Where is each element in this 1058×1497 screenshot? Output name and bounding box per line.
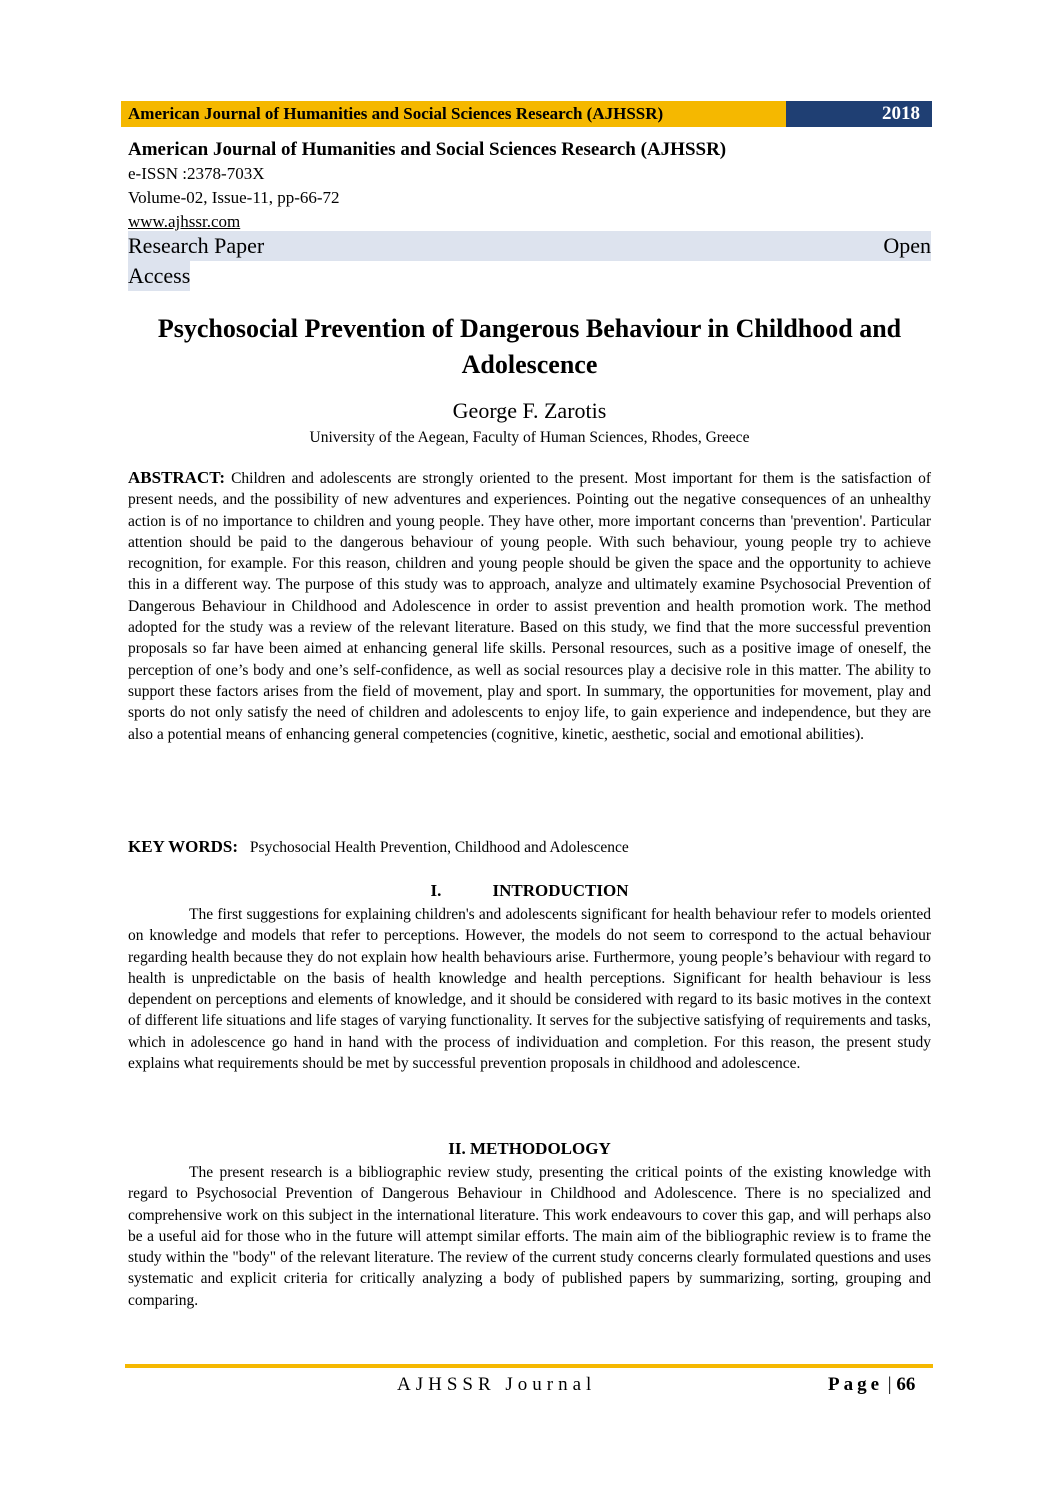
meta-volume: Volume-02, Issue-11, pp-66-72	[128, 188, 340, 207]
section-number: I.	[430, 881, 442, 900]
methodology-body	[128, 1162, 931, 1311]
section-heading-introduction	[128, 880, 931, 902]
paper-type-label: Research Paper	[128, 233, 265, 258]
meta-eissn: e-ISSN :2378-703X	[128, 164, 265, 183]
keywords	[128, 836, 931, 859]
header-year: 2018	[786, 101, 932, 127]
methodology-paragraph: The present research is a bibliographic review study, presenting the critical points of the existing knowledge with regard to Psychosocial Prevention of Dangerous Behaviour in Childhood and Adolescence. There is no specialized and comprehensive work on this subject in the international literature. This work endeavours to cover this gap, and will perhaps also be a useful aid for those who in the future will attempt similar efforts. The main aim of the bibliographic review is to frame the study within the "body" of the relevant literature. The review of the current study concerns clearly formulated questions and uses systematic and explicit criteria for critically analyzing a body of published papers by summarizing, sorting, grouping and comparing.	[128, 1164, 931, 1309]
footer-separator: |	[887, 1374, 892, 1395]
introduction-body	[128, 904, 931, 1074]
footer-page-word: Page	[828, 1374, 884, 1395]
footer-page-number	[828, 1373, 915, 1397]
section-heading-methodology	[128, 1138, 931, 1160]
paper-type-banner	[128, 231, 931, 291]
header-journal-title: American Journal of Humanities and Social Sciences Research (AJHSSR)	[121, 101, 786, 127]
meta-journal-name: American Journal of Humanities and Social Sciences Research (AJHSSR)	[128, 139, 727, 160]
keywords-label: KEY WORDS:	[128, 837, 239, 856]
footer-journal-name: AJHSSR Journal	[397, 1374, 597, 1395]
abstract-text: Children and adolescents are strongly oriented to the present. Most important for them is the satisfaction of present needs, and the possibility of new adventures and experiences. Pointing out the negative consequences of an unhealthy action is of no importance to children and young people. They have other, more important concerns than 'prevention'. Particular attention should be paid to the dangerous behaviour of young people. With such behaviour, young people try to achieve recognition, for example. For this reason, children and young people should be given the space and the opportunity to achieve this in a different way. The purpose of this study was to approach, analyze and ultimately examine Psychosocial Prevention of Dangerous Behaviour in Childhood and Adolescence in order to assist prevention and health promotion work. The method adopted for the study was a review of the relevant literature. Based on this study, we find that the more successful prevention proposals so far have been aimed at enhancing general life skills. Personal resources, such as a positive image of oneself, the perception of one’s body and one’s self-confidence, as well as social resources play a decisive role in this matter. The ability to support these factors arises from the field of movement, play and sport. In summary, the opportunities for movement, play and sports do not only satisfy the need of children and adolescents to enjoy life, to gain experience and independence, but they are also a potential means of enhancing general competencies (cognitive, kinetic, aesthetic, social and emotional abilities).	[128, 470, 931, 743]
footer-page-num: 66	[896, 1374, 916, 1395]
author-affiliation: University of the Aegean, Faculty of Human Sciences, Rhodes, Greece	[309, 429, 750, 446]
publication-meta	[128, 138, 928, 234]
paper-title: Psychosocial Prevention of Dangerous Behaviour in Childhood and Adolescence	[157, 314, 902, 379]
abstract-label: ABSTRACT:	[128, 468, 225, 487]
open-label: Open	[883, 233, 931, 258]
access-label: Access	[128, 261, 190, 291]
keywords-text: Psychosocial Health Prevention, Childhood and Adolescence	[249, 839, 629, 856]
footer-divider	[125, 1364, 933, 1368]
author-name: George F. Zarotis	[452, 398, 607, 423]
section-title: INTRODUCTION	[492, 881, 629, 900]
abstract	[128, 467, 931, 745]
introduction-paragraph: The first suggestions for explaining children's and adolescents significant for health behaviour refer to models oriented on knowledge and models that refer to perceptions. However, the models do not seem to correspond to the actual behaviour regarding health because they do not explain how health behaviours arise. Furthermore, young people’s behaviour with regard to health is unpredictable on the basis of health knowledge and health perceptions. Significant for health behaviour is less dependent on perceptions and elements of knowledge, and it should be considered with regard to its basic motives in the context of different life situations and life stages of varying functionality. It serves for the subjective satisfying of requirements and tasks, which in adolescence go hand in hand with the process of individuation and completion. For this reason, the present study explains what requirements should be met by successful prevention proposals in childhood and adolescence.	[128, 906, 931, 1073]
section-title: II. METHODOLOGY	[448, 1139, 611, 1158]
journal-header-bar	[121, 101, 932, 127]
journal-website-link[interactable]: www.ajhssr.com	[128, 212, 241, 231]
